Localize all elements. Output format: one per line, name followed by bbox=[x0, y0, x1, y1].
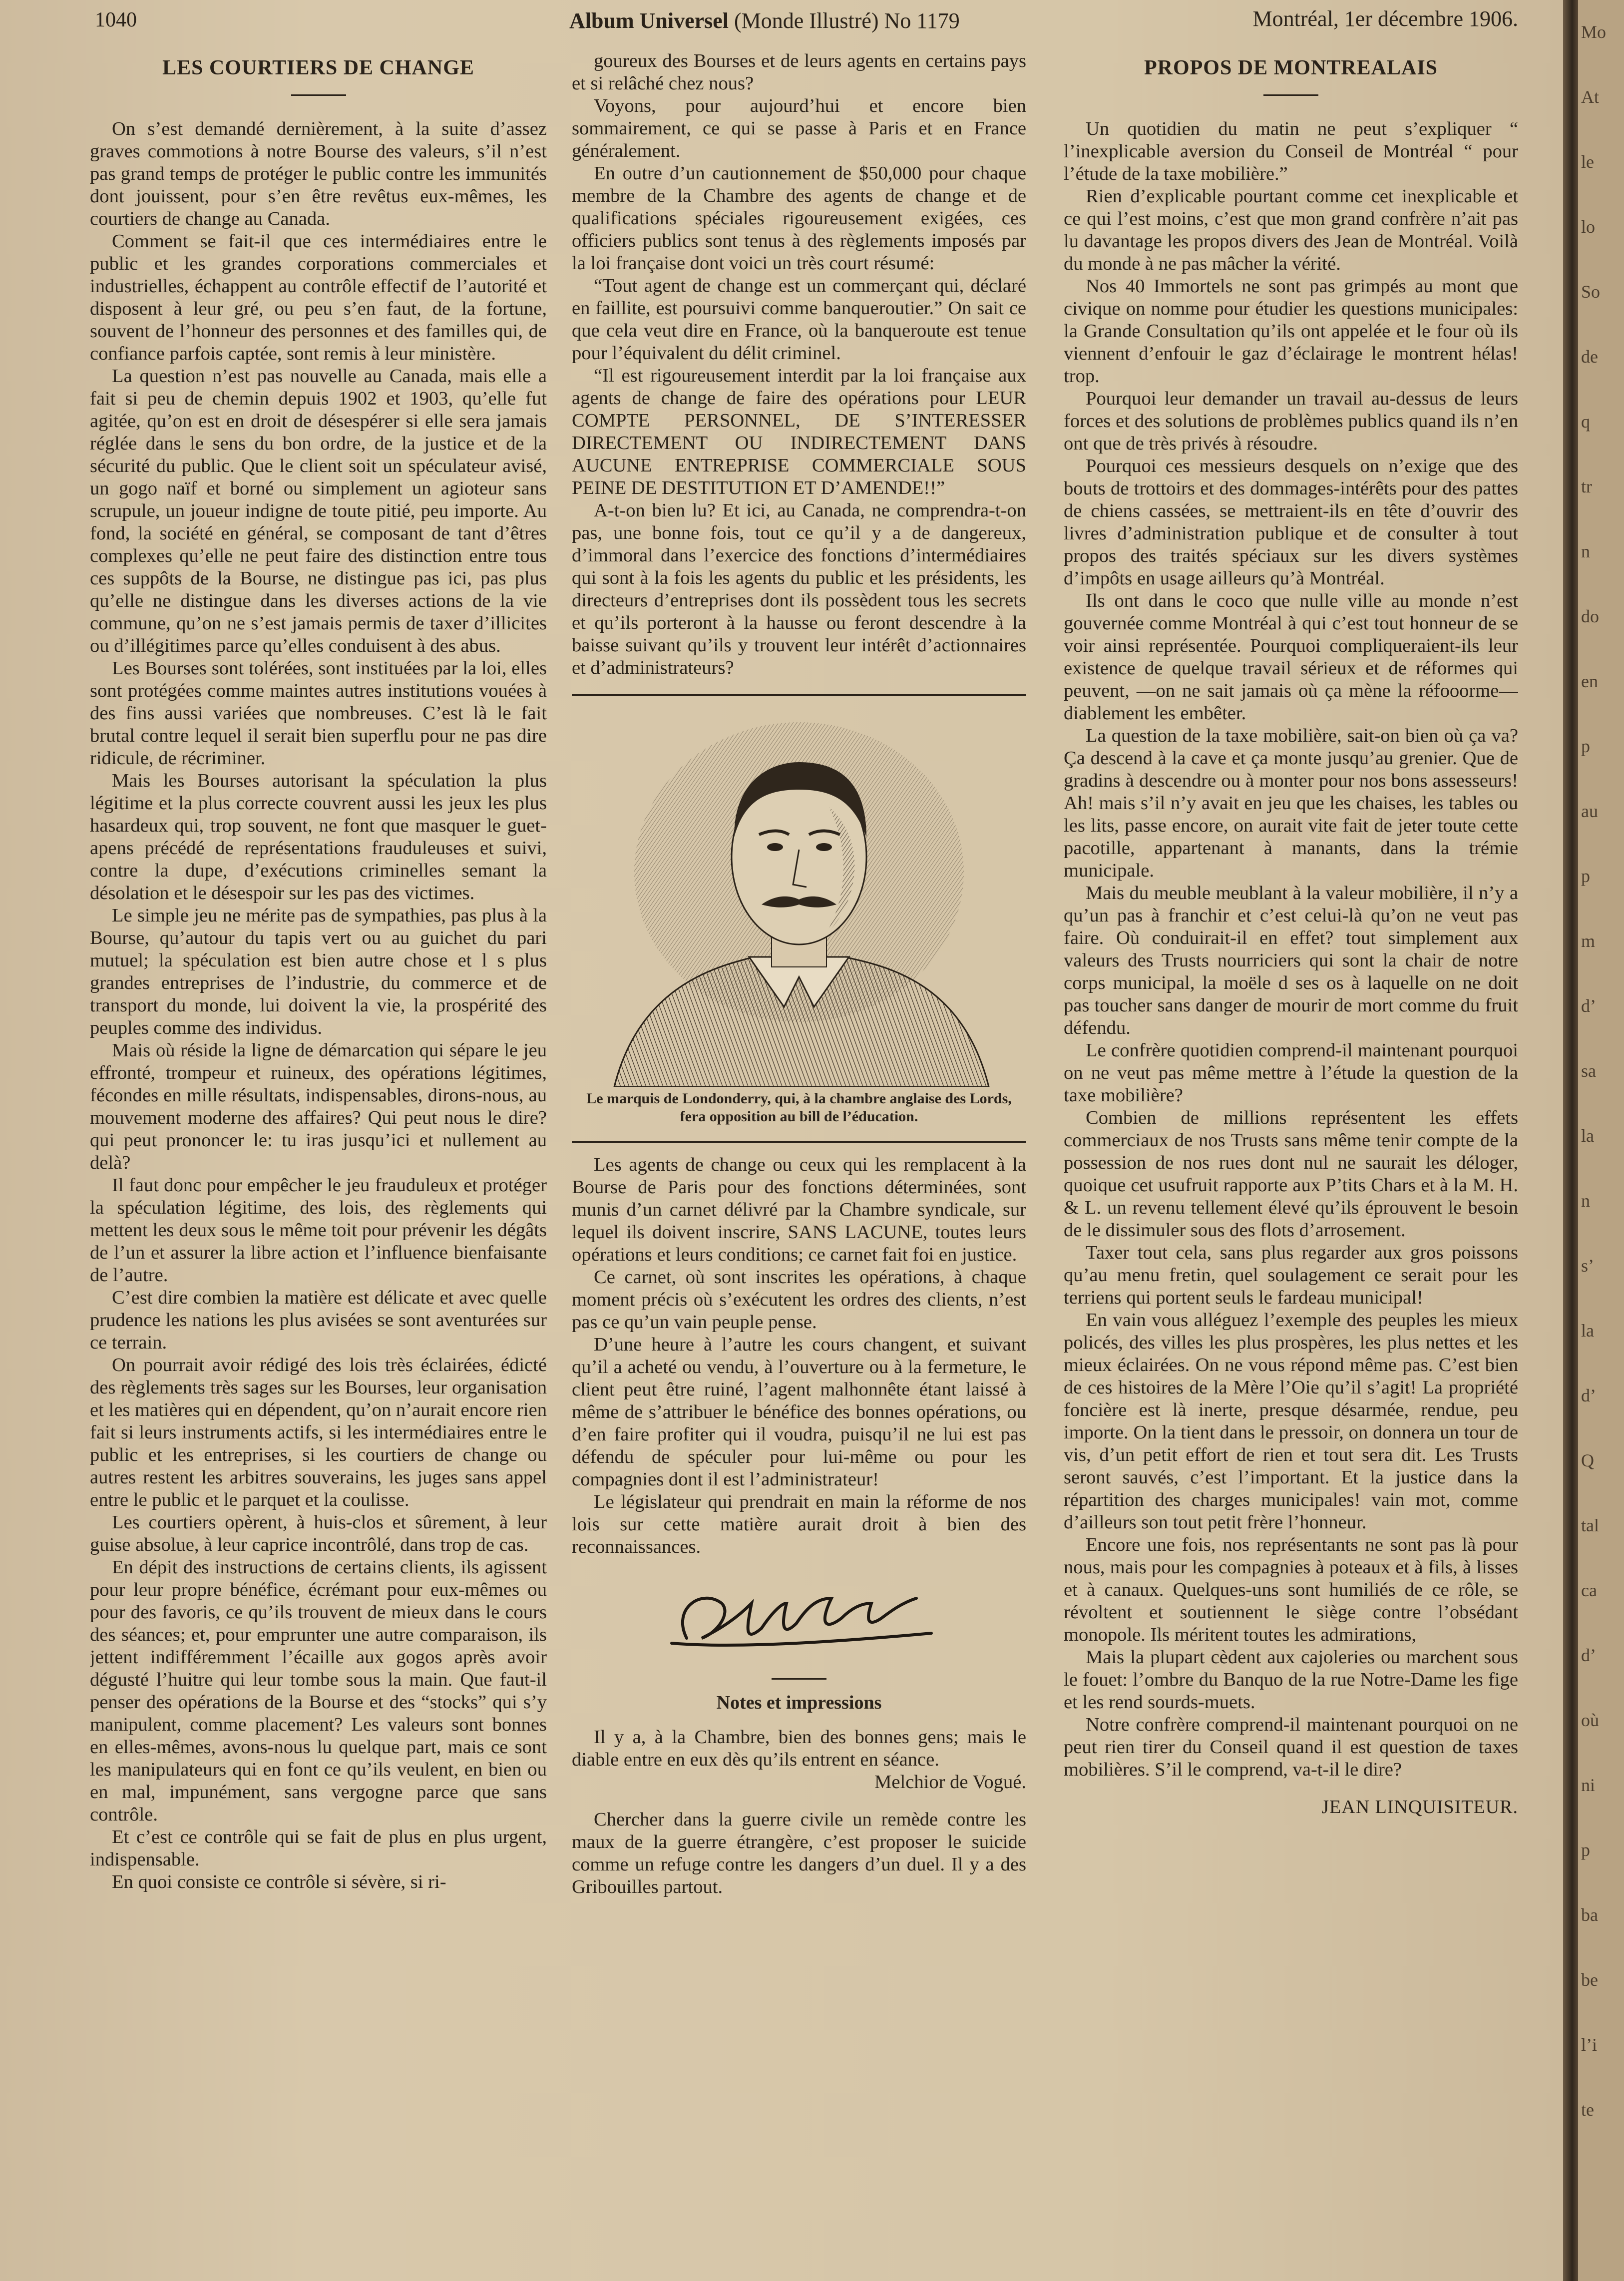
signature-graphic bbox=[572, 1568, 1026, 1673]
paragraph: On s’est demandé dernièrement, à la suite d’assez graves commotions à notre Bourse des valeurs, s’il n’est pas grand temps de protéger le public contre les immunités dont jouissent, pour s’en être revêtus eux-mêmes, les courtiers de change au Canada. bbox=[90, 118, 547, 229]
column-middle bbox=[572, 50, 1026, 2258]
note-item bbox=[572, 1809, 1026, 1898]
notes-title: Notes et impressions bbox=[716, 1692, 882, 1713]
paragraph: En vain vous alléguez l’exemple des peuples les mieux policés, des villes les plus prospères, les plus nettes et les mieux éclairées. On ne vous répond même pas. C’est bien de ces histoires de la Mère l’Oie qu’il s’agit! La propriété foncière est là inerte, presque désarmée, rendue, peu importe. On la tient dans le pressoir, on donnera un tour de vis, d’un petit effort de rien et tout sera dit. Les Trusts seront sauvés, c’est l’important. Et la justice dans la répartition des charges municipales! vain mot, comme d’ailleurs son tout petit frère l’honneur. bbox=[1064, 1310, 1518, 1533]
paragraph: Les courtiers opèrent, à huis-clos et sûrement, à leur guise absolue, à leur caprice incontrôlé, dans trop de cas. bbox=[90, 1512, 547, 1555]
note-item bbox=[572, 1726, 1026, 1794]
paragraph: Pourquoi ces messieurs desquels on n’exige que des bouts de trottoirs et des dommages-intérêts pour des pattes de chiens cassées, se mettraient-ils en tête d’ouvrir des livres d’administration publique et de consulter à tout propos des traités spéciaux sur les divers systèmes d’impôts en usage ailleurs qu’à Montréal. bbox=[1064, 456, 1518, 589]
adjacent-page-fragment: At bbox=[1581, 87, 1599, 107]
article-title-propos: PROPOS DE MONTREALAIS bbox=[1144, 56, 1438, 79]
adjacent-page-fragment: Mo bbox=[1581, 22, 1607, 42]
article-body-propos bbox=[1064, 118, 1518, 1781]
paragraph: Un quotidien du matin ne peut s’expliquer “ l’inexplicable aversion du Conseil de Montréal “ pour l’étude de la taxe mobilière.” bbox=[1064, 118, 1518, 184]
note-text: Il y a, à la Chambre, bien des bonnes gens; mais le diable entre en eux dès qu’ils entrent en séance. bbox=[572, 1727, 1026, 1770]
adjacent-page-fragment: d’ bbox=[1581, 996, 1596, 1016]
issue-date: Montréal, 1er décembre 1906. bbox=[1252, 6, 1518, 31]
article-continuation bbox=[572, 50, 1026, 679]
paragraph: Mais où réside la ligne de démarcation qui sépare le jeu effronté, trompeur et ruineux, des opérations légitimes, fécondes en mille résultats, indispensables, dirons-nous, au mouvement moderne des affaires? Qui peut nous le dire? qui peut prononcer le: tu iras jusqu’ici et nullement au delà? bbox=[90, 1040, 547, 1173]
adjacent-page-fragment: s’ bbox=[1581, 1256, 1594, 1276]
masthead bbox=[569, 8, 960, 33]
adjacent-page-fragment: ca bbox=[1581, 1580, 1597, 1600]
adjacent-page-edge bbox=[1578, 0, 1624, 2281]
notes-divider bbox=[772, 1678, 826, 1680]
paragraph: “Il est rigoureusement interdit par la loi française aux agents de change de faire des opérations pour LEUR COMPTE PERSONNEL, DE S’INTERESSER DIRECTEMENT OU INDIRECTEMENT DANS AUCUNE ENTREPRISE COMMERCIALE SOUS PEINE DE DESTITUTION ET D’AMENDE!!” bbox=[572, 365, 1026, 498]
paragraph: “Tout agent de change est un commerçant qui, déclaré en faillite, est poursuivi comme banqueroutier.” On sait ce que cela veut dire en France, où la banqueroute est tenue pour l’équivalent du délit criminel. bbox=[572, 275, 1026, 364]
paragraph: Le confrère quotidien comprend-il maintenant pourquoi on ne veut pas même mettre à l’étude la question de la taxe mobilière? bbox=[1064, 1040, 1518, 1106]
paragraph: Ils ont dans le coco que nulle ville au monde n’est gouvernée comme Montréal à qui c’est tout honneur de se voir ainsi représentée. Pourquoi compliqueraient-ils leur existence de quelque travail sérieux et de réformes qui peuvent, —on ne sait jamais où ça mène la réfooorme— diablement les embêter. bbox=[1064, 590, 1518, 724]
paragraph: Mais du meuble meublant à la valeur mobilière, il n’y a qu’un pas à franchir et c’est celui-là qu’on ne veut pas faire. Où conduirait-il en effet? tout simplement aux valeurs des Trusts nourriciers qui sont la chair de notre corps municipal, la moële d ses os à laquelle on ne doit pas toucher sans danger de mourir de mort comme du fruit défendu. bbox=[1064, 883, 1518, 1038]
paragraph: En outre d’un cautionnement de $50,000 pour chaque membre de la Chambre des agents de change et de qualifications spéciales rigoureusement exigées, ces officiers publics sont tenus à des règlements imposés par la loi française dont voici un très court résumé: bbox=[572, 163, 1026, 274]
adjacent-page-fragment: la bbox=[1581, 1126, 1594, 1146]
paragraph: Mais la plupart cèdent aux cajoleries ou marchent sous le fouet: l’ombre du Banquo de la rue Notre-Dame les fige et les rend sourds-muets. bbox=[1064, 1647, 1518, 1713]
paragraph: Encore une fois, nos représentants ne sont pas là pour nous, mais pour les compagnies à poteaux et à fils, à lisses et à canaux. Quelques-uns sont humiliés de ce rôle, se révoltent et soutiennent le siège contre l’obsédant monopole. Ils méritent toutes les admirations, bbox=[1064, 1534, 1518, 1645]
portrait-illustration bbox=[584, 707, 1014, 1087]
adjacent-page-fragment: So bbox=[1581, 282, 1601, 302]
section-divider-2 bbox=[572, 1141, 1026, 1143]
section-divider bbox=[572, 694, 1026, 696]
adjacent-page-fragment: où bbox=[1581, 1710, 1599, 1730]
paragraph: Mais les Bourses autorisant la spéculation la plus légitime et la plus correcte couvrent aussi les jeux les plus hasardeux qui, trop souvent, ne font que masquer le guet-apens précédé de représentations frauduleuses et suivi, contre la dupe, d’exécutions criminelles semant la désolation et le désespoir sur les pas des victimes. bbox=[90, 770, 547, 904]
adjacent-page-fragment: n bbox=[1581, 541, 1590, 561]
paragraph: D’une heure à l’autre les cours changent, et suivant qu’il a acheté ou vendu, à l’ouverture ou à la fermeture, le client peut être ruiné, l’agent malhonnête étant laissé à même de s’attribuer le bénéfice des bonnes opérations, ou d’en faire profiter qui il voudra, puisqu’il ne lui est pas défendu de spéculer pour lui-même ou pour les compagnies dont il est l’administrateur! bbox=[572, 1334, 1026, 1490]
adjacent-page-fragment: Q bbox=[1581, 1450, 1594, 1470]
adjacent-page-fragment: au bbox=[1581, 801, 1598, 821]
note-author: Melchior de Vogué. bbox=[874, 1772, 1026, 1793]
paragraph: C’est dire combien la matière est délicate et avec quelle prudence les nations les plus avisées se sont aventurées sur ce terrain. bbox=[90, 1287, 547, 1353]
title-divider bbox=[291, 94, 346, 96]
paragraph: Et c’est ce contrôle qui se fait de plus en plus urgent, indispensable. bbox=[90, 1826, 547, 1870]
adjacent-page-fragment: la bbox=[1581, 1321, 1594, 1341]
article-title-courtiers: LES COURTIERS DE CHANGE bbox=[162, 56, 474, 79]
adjacent-page-fragment: en bbox=[1581, 671, 1598, 691]
paragraph: Notre confrère comprend-il maintenant pourquoi on ne peut rien tirer du Conseil quand il est question de taxes mobilières. S’il le comprend, va-t-il le dire? bbox=[1064, 1714, 1518, 1780]
paragraph: Pourquoi leur demander un travail au-dessus de leurs forces et des solutions de problèmes publics quand ils n’en ont que de très privés à résoudre. bbox=[1064, 388, 1518, 454]
column-propos bbox=[1064, 50, 1518, 2258]
adjacent-page-fragment: tal bbox=[1581, 1515, 1599, 1535]
adjacent-page-fragment: p bbox=[1581, 1840, 1590, 1860]
paragraph: Les agents de change ou ceux qui les remplacent à la Bourse de Paris pour des fonctions déterminées, sont munis d’un carnet délivré par la Chambre syndicale, sur lequel ils doivent inscrire, SANS LACUNE, toutes leurs opérations et leurs conditions; ce carnet fait foi en justice. bbox=[572, 1154, 1026, 1265]
adjacent-page-fragment: le bbox=[1581, 152, 1594, 172]
paragraph: Le législateur qui prendrait en main la réforme de nos lois sur cette matière aurait droit à bien des reconnaissances. bbox=[572, 1491, 1026, 1557]
portrait-engraving bbox=[584, 707, 1014, 1087]
byline: JEAN LINQUISITEUR. bbox=[1321, 1797, 1518, 1818]
adjacent-page-fragment: d’ bbox=[1581, 1385, 1596, 1405]
paragraph: Combien de millions représentent les effets commerciaux de nos Trusts sans même tenir compte de la possession de nos rues dont nul ne saurait les déloger, quoique cet usufruit rapporte aux P’tits Chars et à la M. H. & L. un revenu tellement élevé qu’ils éprouvent le besoin de le dissimuler sous des flots d’arrosement. bbox=[1064, 1107, 1518, 1241]
adjacent-page-fragment: do bbox=[1581, 606, 1599, 626]
paragraph: Ce carnet, où sont inscrites les opérations, à chaque moment précis où s’exécutent les ordres des clients, n’est pas ce qu’un vain peuple pense. bbox=[572, 1267, 1026, 1333]
paragraph: A-t-on bien lu? Et ici, au Canada, ne comprendra-t-on pas, une bonne fois, tout ce qu’il y a de dangereux, d’immoral dans l’exercice des fonctions d’intermédiaires qui sont à la fois les agents du public et les présidents, les directeurs d’entreprises dont ils possèdent tous les secrets et qu’ils porteront à la hausse ou feront descendre à la baisse suivant qu’ils y trouvent leur intérêt d’actionnaires et d’administrateurs? bbox=[572, 500, 1026, 678]
book-spine bbox=[1563, 0, 1578, 2281]
paragraph: Il faut donc pour empêcher le jeu frauduleux et protéger la spéculation légitime, des lois, des règlements qui mettent les deux sous le même toit pour prévenir les dégâts de l’un et assurer la libre action et l’influence bienfaisante de l’autre. bbox=[90, 1175, 547, 1286]
adjacent-page-fragment: ni bbox=[1581, 1775, 1596, 1795]
paragraph: Le simple jeu ne mérite pas de sympathies, pas plus à la Bourse, qu’autour du tapis vert ou au guichet du pari mutuel; la spéculation est bien autre chose et l s plus grandes entreprises de l’industrie, du commerce et de transport du monde, lui doivent la vie, la prospérité des peuples comme des individus. bbox=[90, 905, 547, 1038]
paragraph: Rien d’explicable pourtant comme cet inexplicable et ce qui l’est moins, c’est que mon grand confrère n’ait pas lu davantage les propos divers des Jean de Montréal. Voilà du monde à ne pas mâcher la vérité. bbox=[1064, 186, 1518, 274]
paragraph: En dépit des instructions de certains clients, ils agissent pour leur propre bénéfice, écrémant pour eux-mêmes ou pour des favoris, ce qu’ils trouvent de mieux dans le cours des séances; et, pour emprunter une autre comparaison, ils jettent indifféremment l’écaille aux gogos après avoir dégusté l’huitre qui leur tombe sous la main. Que faut-il penser des opérations de la Bourse et des “stocks” qui s’y manipulent, comme placement? Les valeurs sont bonnes en elles-mêmes, avons-nous lu quelque part, mais ce sont les manipulateurs qui en font ce qu’ils veulent, en bien ou en mal, impunément, sans vergogne parce que sans contrôle. bbox=[90, 1557, 547, 1825]
title-divider-propos bbox=[1263, 94, 1318, 96]
note-text: Chercher dans la guerre civile un remède contre les maux de la guerre étrangère, c’est proposer le suicide comme un refuge contre les dangers d’un duel. Il y a des Gribouilles partout. bbox=[572, 1809, 1026, 1897]
column-courtiers bbox=[90, 50, 547, 2258]
notes-list bbox=[572, 1726, 1026, 1898]
paragraph: Taxer tout cela, sans plus regarder aux gros poissons qu’au menu fretin, quel soulagement ce serait pour les terriens qui portent seuls le fardeau municipal! bbox=[1064, 1242, 1518, 1308]
adjacent-page-fragment: m bbox=[1581, 931, 1596, 951]
article-body-courtiers bbox=[90, 118, 547, 1893]
paragraph: Comment se fait-il que ces intermédiaires entre le public et les grandes corporations commerciales et industrielles, échappent au contrôle effectif de l’autorité et disposent à leur gré, ou peu s’en faut, de la fortune, souvent de l’honneur des personnes et des familles qui, de confiance parfois captée, sont remis à leur ministère. bbox=[90, 231, 547, 364]
issue-number: No 1179 bbox=[884, 8, 960, 33]
adjacent-page-fragment: d’ bbox=[1581, 1645, 1596, 1665]
adjacent-page-fragment: l’i bbox=[1581, 2035, 1597, 2055]
article-continuation-2 bbox=[572, 1154, 1026, 1558]
page-number: 1040 bbox=[95, 8, 137, 31]
paragraph: En quoi consiste ce contrôle si sévère, si ri- bbox=[112, 1871, 446, 1892]
paragraph: goureux des Bourses et de leurs agents en certains pays et si relâché chez nous? bbox=[572, 50, 1026, 94]
adjacent-page-fragment: p bbox=[1581, 736, 1590, 756]
masthead-subtitle: (Monde Illustré) bbox=[734, 8, 879, 33]
paragraph: Voyons, pour aujourd’hui et encore bien sommairement, ce qui se passe à Paris et en France généralement. bbox=[572, 95, 1026, 161]
page-header bbox=[95, 3, 1518, 38]
masthead-title: Album Universel bbox=[569, 8, 729, 33]
paragraph: Les Bourses sont tolérées, sont instituées par la loi, elles sont protégées comme maintes autres institutions vouées à des fins aussi variées que nombreuses. C’est là le fait brutal contre lequel il serait bien superflu pour ne pas dire ridicule, de récriminer. bbox=[90, 658, 547, 769]
paragraph: La question n’est pas nouvelle au Canada, mais elle a fait si peu de chemin depuis 1902 et 1903, qu’elle fut agitée, qu’on est en droit de désespérer si elle sera jamais réglée dans le sens du bon ordre, de la justice et de la sécurité du public. Que le client soit un spéculateur avisé, un gogo naïf et borné ou simplement un agioteur sans scrupule, un joueur indigne de toute pitié, peu importe. Au fond, la société en général, se composant de tant d’êtres complexes qu’elle ne peut faire des distinction entre tous ces suppôts de la Bourse, ne distingue pas ici, pas plus qu’elle ne distingue dans les diverses actions de la vie commune, qu’on ne s’est jamais permis de taxer d’illicites ou d’illégitimes parce qu’elles conduisent à des abus. bbox=[90, 366, 547, 656]
adjacent-page-fragment: p bbox=[1581, 866, 1590, 886]
adjacent-page-fragment: q bbox=[1581, 412, 1590, 432]
adjacent-page-fragment: ba bbox=[1581, 1905, 1598, 1925]
adjacent-page-fragment: te bbox=[1581, 2100, 1594, 2120]
paragraph: Nos 40 Immortels ne sont pas grimpés au mont que civique on nomme pour étudier les questions municipales: la Grande Consultation qu’ils ont appelée et le four où ils viennent d’enfouir le gaz d’éclairage le montrent hélas! trop. bbox=[1064, 276, 1518, 387]
portrait-caption: Le marquis de Londonderry, qui, à la chambre anglaise des Lords, fera opposition au bill de l’éducation. bbox=[586, 1090, 1012, 1125]
paragraph: La question de la taxe mobilière, sait-on bien où ça va? Ça descend à la cave et ça monte jusqu’au grenier. Que de gradins à descendre ou à monter pour nos bons assesseurs! Ah! mais s’il n’y avait en jeu que les chaises, les tables ou les lits, passe encore, on aurait vite fait de jeter toute cette pacotille, appartenant à manants, dans la trémie municipale. bbox=[1064, 725, 1518, 881]
adjacent-page-fragment: tr bbox=[1581, 476, 1592, 496]
adjacent-page-fragment: n bbox=[1581, 1191, 1590, 1211]
adjacent-page-fragment: sa bbox=[1581, 1061, 1596, 1081]
adjacent-page-fragment: de bbox=[1581, 347, 1598, 367]
author-signature bbox=[572, 1568, 1026, 1673]
adjacent-page-fragment: be bbox=[1581, 1970, 1598, 1990]
adjacent-page-fragment: lo bbox=[1581, 217, 1596, 237]
paragraph: On pourrait avoir rédigé des lois très éclairées, édicté des règlements très sages sur les Bourses, leur organisation et les matières qui en dépendent, qu’on n’aurait encore rien fait si leurs instruments actifs, si les intermédiaires entre le public et les entreprises, si les courtiers de change ou autres restent les arbitres souverains, les juges sans appel entre le public et le parquet et la coulisse. bbox=[90, 1355, 547, 1510]
